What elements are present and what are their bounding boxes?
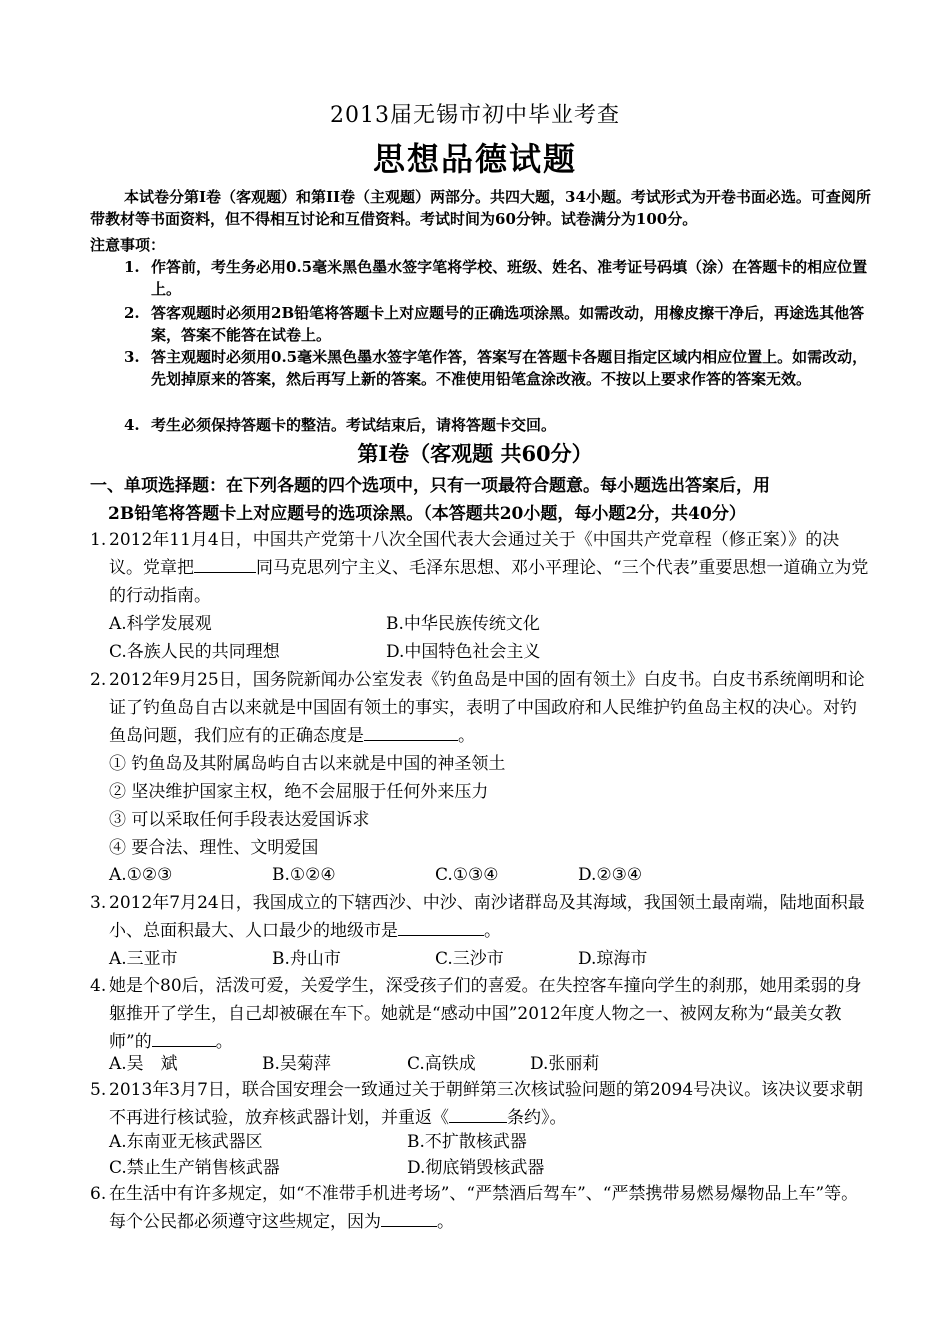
option-c: C.禁止生产销售核武器: [109, 1158, 280, 1178]
note-item: [124, 256, 869, 300]
answer-blank: [152, 1028, 216, 1047]
part-heading: [90, 472, 870, 528]
question-4: [90, 972, 870, 1056]
question-6: [90, 1180, 870, 1236]
question-number: 4.: [90, 976, 107, 996]
option-b: B.吴菊萍: [262, 1054, 331, 1074]
note-text: 答主观题时必须用0.5毫米黑色墨水签字笔作答，答案写在答题卡各题目指定区域内相应位置上。如需改动，先划掉原来的答案，然后再写上新的答案。不准使用铅笔盒涂改液。不按以上要求作答的答案无效。: [151, 348, 868, 388]
option-d: D.张丽莉: [530, 1054, 600, 1074]
question-stem: [109, 889, 870, 945]
option-c: C.各族人民的共同理想: [109, 642, 280, 662]
note-number: 1.: [124, 258, 140, 276]
stem-part: 2012年11月4日，中国共产党第十八次全国代表大会通过关于《中国共产党章程（修正案）》的决议。党章把: [109, 530, 840, 578]
option-b: B.舟山市: [272, 949, 341, 969]
option-a: A.吴 斌: [109, 1054, 178, 1074]
note-item: [124, 302, 869, 346]
note-number: 3.: [124, 348, 140, 366]
exam-title: 思想品德试题: [372, 140, 577, 178]
option-b: B.不扩散核武器: [407, 1132, 527, 1152]
question-stem: [109, 1180, 870, 1236]
part-heading-line1: 一、单项选择题：在下列各题的四个选项中，只有一项最符合题意。每小题选出答案后，用: [90, 476, 770, 496]
section-title: 第I卷（客观题 共60分）: [357, 441, 593, 466]
statement-3: ③ 可以采取任何手段表达爱国诉求: [109, 810, 370, 830]
stem-part: 。: [437, 1212, 454, 1232]
option-a: A.东南亚无核武器区: [109, 1132, 263, 1152]
note-item: [124, 346, 869, 390]
exam-header-line1: 2013届无锡市初中毕业考查: [330, 103, 620, 128]
stem-part: 条约》。: [507, 1108, 567, 1128]
question-number: 3.: [90, 893, 107, 913]
answer-blank: [194, 554, 256, 573]
answer-blank: [364, 722, 458, 741]
statement-2: ② 坚决维护国家主权，绝不会屈服于任何外来压力: [109, 782, 489, 802]
statement-1: ① 钓鱼岛及其附属岛屿自古以来就是中国的神圣领土: [109, 754, 506, 774]
option-d: D.中国特色社会主义: [386, 642, 541, 662]
stem-part: 。: [484, 921, 501, 941]
question-stem: [109, 972, 870, 1056]
option-d: D.琼海市: [578, 949, 648, 969]
option-a: A.①②③: [109, 865, 173, 885]
option-a: A.科学发展观: [109, 614, 212, 634]
statement-4: ④ 要合法、理性、文明爱国: [109, 838, 319, 858]
note-text: 答客观题时必须用2B铅笔将答题卡上对应题号的正确选项涂黑。如需改动，用橡皮擦干净后，再途选其他答案，答案不能答在试卷上。: [151, 304, 865, 344]
option-b: B.中华民族传统文化: [386, 614, 540, 634]
stem-part: 她是个80后，活泼可爱，关爱学生，深受孩子们的喜爱。在失控客车撞向学生的刹那，她用柔弱的身躯推开了学生，自己却被碾在车下。她就是“感动中国”2012年度人物之一、被网友称为“最美女教师”的: [109, 976, 862, 1052]
question-number: 1.: [90, 530, 107, 550]
notes-title: 注意事项：: [90, 236, 166, 254]
stem-part: 。: [215, 1032, 233, 1052]
option-d: D.②③④: [578, 865, 643, 885]
intro-paragraph: [90, 186, 875, 230]
question-stem: [109, 526, 870, 610]
stem-part: 在生活中有许多规定，如“不准带手机进考场”、“严禁酒后驾车”、“严禁携带易燃易爆物品上车”等。每个公民都必须遵守这些规定，因为: [109, 1184, 859, 1232]
option-c: C.高铁成: [407, 1054, 476, 1074]
option-b: B.①②④: [272, 865, 336, 885]
option-c: C.①③④: [435, 865, 499, 885]
question-number: 6.: [90, 1184, 107, 1204]
question-2: [90, 666, 870, 750]
question-number: 5.: [90, 1080, 107, 1100]
answer-blank: [449, 1104, 507, 1123]
question-1: [90, 526, 870, 610]
stem-part: 2013年3月7日，联合国安理会一致通过关于朝鲜第三次核试验问题的第2094号决议。该决议要求朝不再进行核试验，放弃核武器计划，并重返《: [109, 1080, 864, 1128]
note-number: 2.: [124, 304, 140, 322]
stem-part: 2012年7月24日，我国成立的下辖西沙、中沙、南沙诸群岛及其海域，我国领土最南端，陆地面积最小、总面积最大、人口最少的地级市是: [109, 893, 865, 941]
option-d: D.彻底销毁核武器: [407, 1158, 545, 1178]
question-number: 2.: [90, 670, 107, 690]
note-item: [124, 414, 869, 436]
note-number: 4.: [124, 416, 140, 434]
question-stem: [109, 1076, 870, 1132]
answer-blank: [381, 1208, 437, 1227]
answer-blank: [398, 917, 484, 936]
part-heading-line2: 2B铅笔将答题卡上对应题号的选项涂黑。（本答题共20小题，每小题2分，共40分）: [108, 504, 746, 524]
stem-part: 同马克思列宁主义、毛泽东思想、邓小平理论、“三个代表”重要思想一道确立为党的行动指南。: [109, 558, 869, 606]
intro-text: 本试卷分第I卷（客观题）和第II卷（主观题）两部分。共四大题，34小题。考试形式为开卷书面必选。可查阅所带教材等书面资料，但不得相互讨论和互借资料。考试时间为60分钟。试卷满分为100分。: [90, 188, 871, 228]
question-5: [90, 1076, 870, 1132]
question-3: [90, 889, 870, 945]
option-c: C.三沙市: [435, 949, 504, 969]
stem-part: 2012年9月25日，国务院新闻办公室发表《钓鱼岛是中国的固有领土》白皮书。白皮书系统阐明和论证了钓鱼岛自古以来就是中国固有领土的事实，表明了中国政府和人民维护钓鱼岛主权的决心。对钓鱼岛问题，我们应有的正确态度是: [109, 670, 865, 746]
question-stem: [109, 666, 870, 750]
option-a: A.三亚市: [109, 949, 178, 969]
note-text: 考生必须保持答题卡的整洁。考试结束后，请将答题卡交回。: [151, 416, 557, 434]
stem-part: 。: [458, 726, 475, 746]
note-text: 作答前，考生务必用0.5毫米黑色墨水签字笔将学校、班级、姓名、准考证号码填（涂）在答题卡的相应位置上。: [151, 258, 868, 298]
